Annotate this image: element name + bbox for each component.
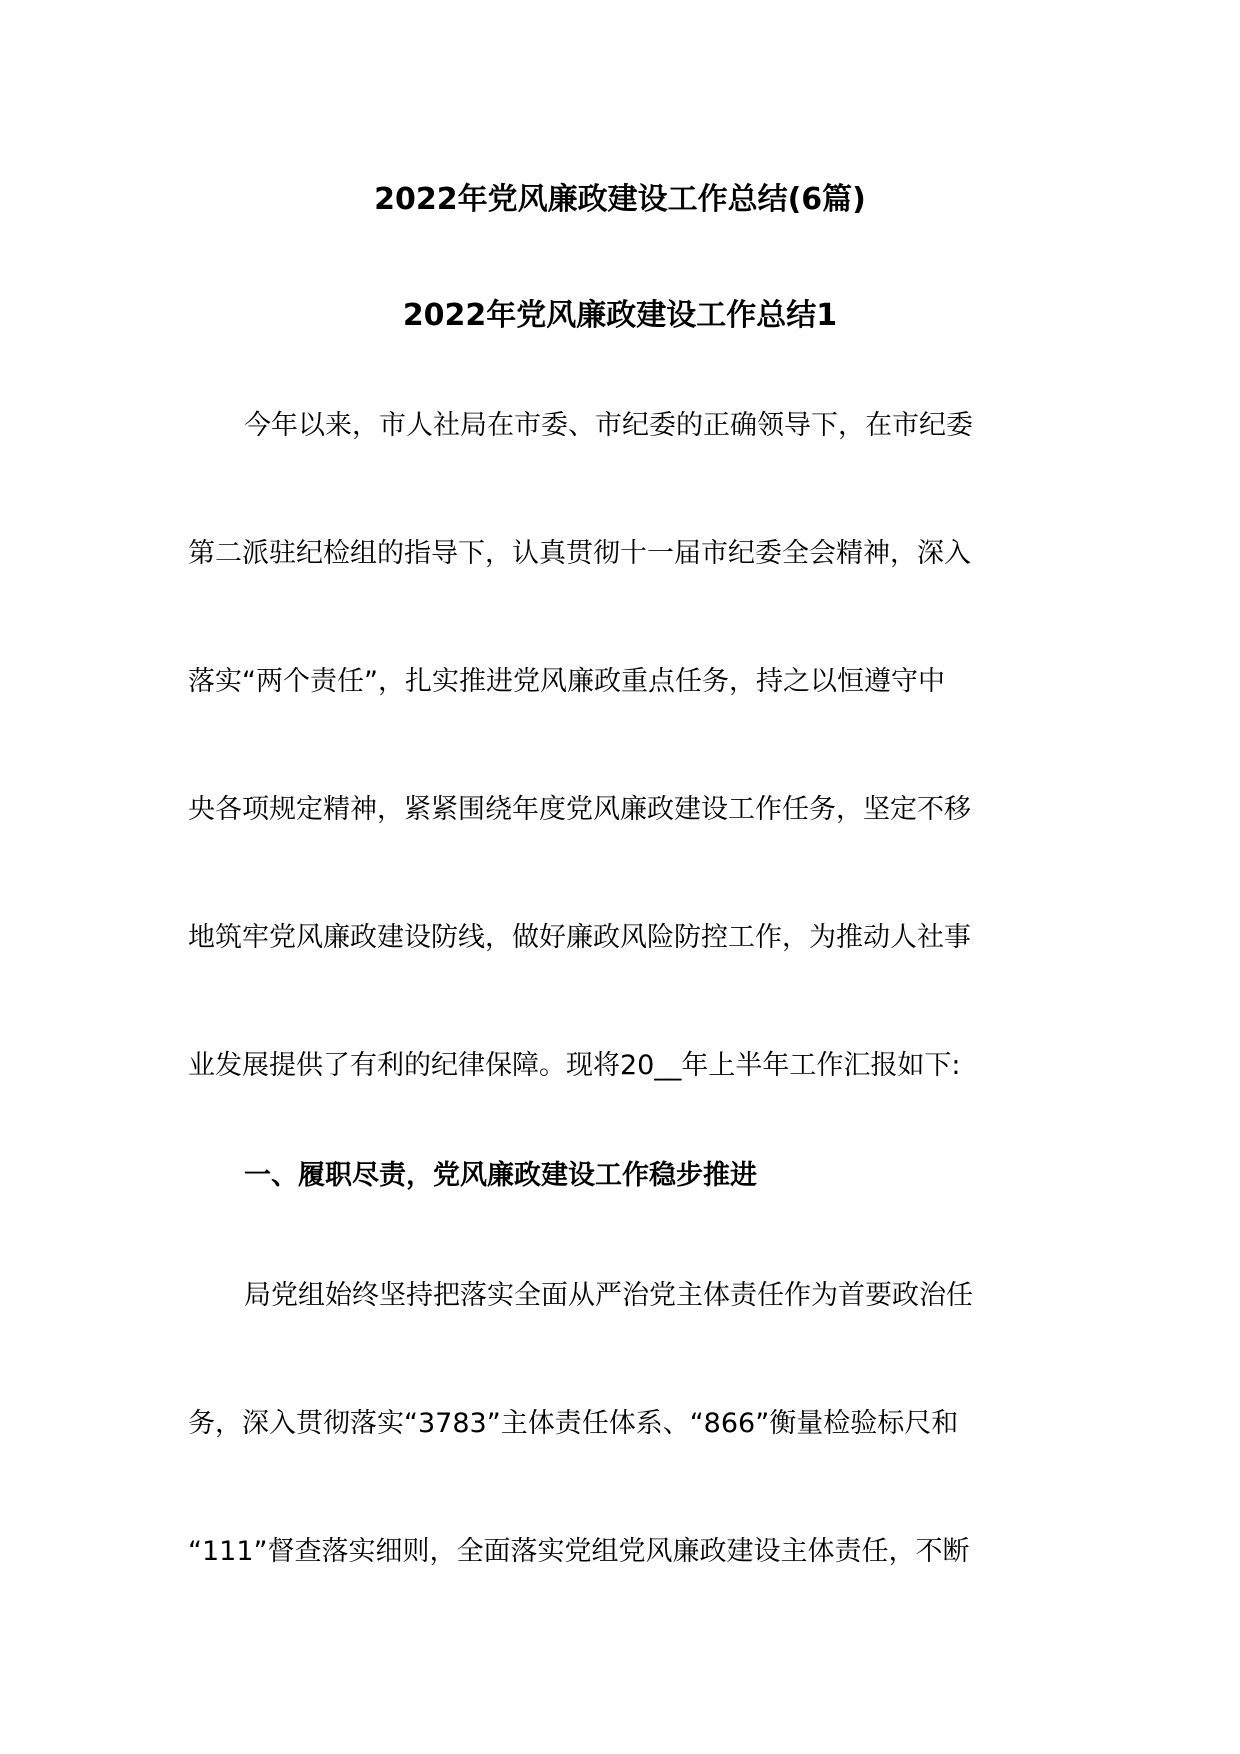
section-title: 2022年党风廉政建设工作总结1 — [402, 298, 838, 333]
paragraph-line: 局党组始终坚持把落实全面从严治党主体责任作为首要政治任 — [244, 1280, 973, 1311]
paragraph-line: 务，深入贯彻落实“3783”主体责任体系、“866”衡量检验标尺和 — [188, 1408, 959, 1439]
paragraph-line: 落实“两个责任”，扎实推进党风廉政重点任务，持之以恒遵守中 — [188, 666, 945, 697]
document-title: 2022年党风廉政建设工作总结(6篇) — [374, 182, 866, 217]
paragraph-line: 央各项规定精神，紧紧围绕年度党风廉政建设工作任务，坚定不移 — [188, 794, 971, 825]
paragraph-line: 今年以来，市人社局在市委、市纪委的正确领导下，在市纪委 — [244, 410, 973, 441]
paragraph-line: “111”督查落实细则，全面落实党组党风廉政建设主体责任，不断 — [188, 1536, 970, 1567]
paragraph-line: 第二派驻纪检组的指导下，认真贯彻十一届市纪委全会精神，深入 — [188, 538, 971, 569]
paragraph-line: 地筑牢党风廉政建设防线，做好廉政风险防控工作，为推动人社事 — [188, 922, 971, 953]
paragraph-line: 业发展提供了有利的纪律保障。现将20__年上半年工作汇报如下: — [188, 1050, 961, 1081]
section-heading: 一、履职尽责，党风廉政建设工作稳步推进 — [244, 1160, 757, 1191]
